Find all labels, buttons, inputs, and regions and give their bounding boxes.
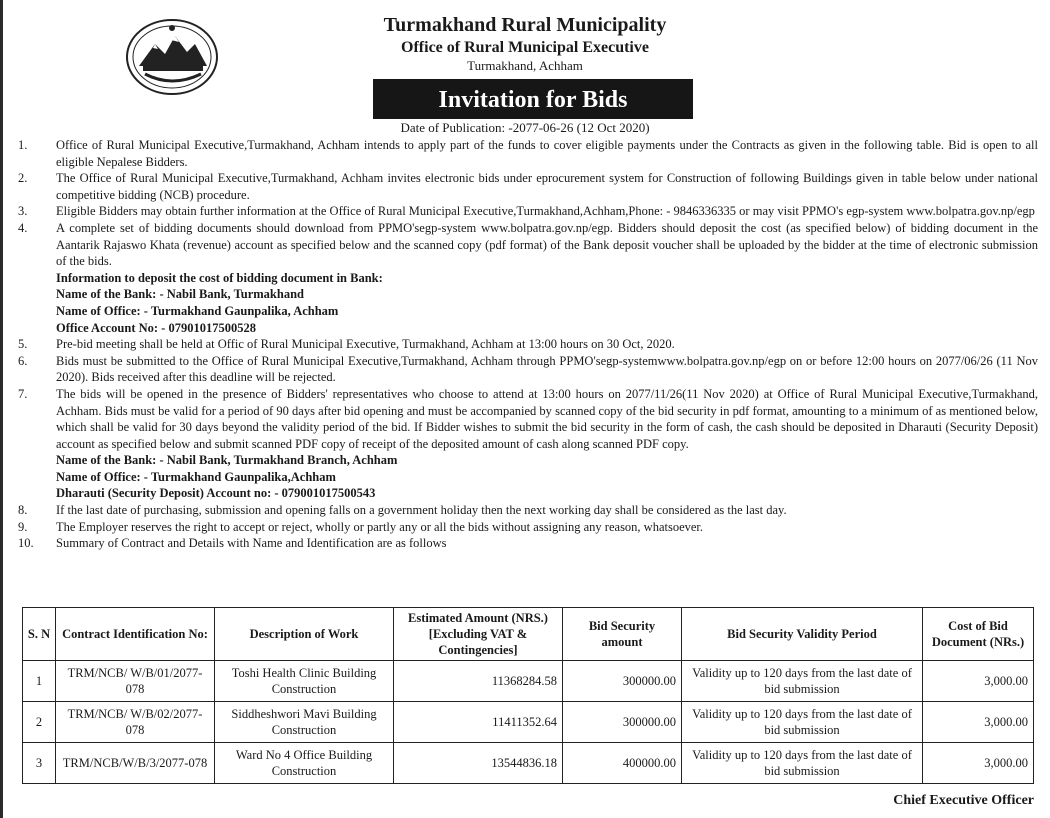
cell-description: Toshi Health Clinic Building Construction	[215, 661, 394, 702]
cell-sn: 1	[23, 661, 56, 702]
cell-bid-security: 400000.00	[563, 743, 682, 784]
table-row	[23, 702, 1034, 743]
cell-contract-id: TRM/NCB/ W/B/01/2077- 078	[56, 661, 215, 702]
item-number: 4.	[18, 220, 28, 235]
item-number: 1.	[18, 138, 28, 152]
table-header-row	[23, 608, 1034, 661]
list-item	[18, 336, 1038, 353]
item-text: Bids must be submitted to the Office of Rural Municipal Executive,Turmakhand, Achham through PPMO'segp-systemwww.bolpatra.gov.np/egp on or before 12:00 hours on 2077/06/26 (11 Nov 2020). Bids received after this deadline will be rejected.	[56, 353, 1038, 385]
cell-validity: Validity up to 120 days from the last date of bid submission	[682, 661, 923, 702]
cell-description: Siddheshwori Mavi Building Construction	[215, 702, 394, 743]
item-number: 2.	[18, 171, 28, 186]
item-text: Summary of Contract and Details with Name and Identification are as follows	[56, 536, 447, 551]
col-header-sn: S. N	[23, 608, 56, 661]
item-text: Office of Rural Municipal Executive,Turmakhand, Achham intends to apply part of the funds to cover eligible payments under the Contracts as given in the following table. Bid is open to all eligible Nepalese Bidders.	[56, 138, 1038, 169]
cell-bid-security: 300000.00	[563, 702, 682, 743]
cell-sn: 3	[23, 743, 56, 784]
col-header-bid-cost: Cost of Bid Document (NRs.)	[923, 608, 1034, 661]
item-number: 6.	[18, 353, 28, 368]
office-account: Office Account No: - 07901017500528	[56, 320, 256, 335]
office-name-line: Name of Office: - Turmakhand Gaunpalika, Achham	[56, 303, 339, 318]
deposit-account: Dharauti (Security Deposit) Account no: - 079001017500543	[56, 486, 376, 501]
item-number: 7.	[18, 386, 28, 401]
office-address: Turmakhand, Achham	[467, 58, 583, 73]
municipality-emblem-icon	[125, 18, 220, 96]
item-number: 5.	[18, 337, 28, 352]
cell-estimated-amount: 11411352.64	[394, 702, 563, 743]
publication-date: Date of Publication: -2077-06-26 (12 Oct 2020)	[400, 120, 650, 135]
item-text: The Employer reserves the right to accept or reject, wholly or partly any or all the bids without assigning any reason, whatsoever.	[56, 519, 704, 534]
signatory-title: Chief Executive Officer	[893, 793, 1034, 808]
table-row	[23, 743, 1034, 784]
office-name-line: Name of Office: - Turmakhand Gaunpalika,Achham	[56, 469, 336, 484]
notice-header	[0, 0, 1050, 140]
cell-contract-id: TRM/NCB/ W/B/02/2077- 078	[56, 702, 215, 743]
item-text: The bids will be opened in the presence of Bidders' representatives who choose to attend at 13:00 hours on 2077/11/26(11 Nov 2020) at Office of Rural Municipal Executive,Turmakhand, Achham. Bids must be valid for a period of 90 days after bid opening and must be accompanied by scanned copy of the bid security in pdf format, amounting to a minimum of as mentioned below, which shall be valid for 30 days beyond the validity period of the bid. If Bidder wishes to submit the bid security in the form of cash, the cash should be deposited in Dharauti (Security Deposit) account as specified below and submit scanned PDF copy of receipt of the deposited amount of cash along scanned PDF copy.	[56, 386, 1038, 451]
cell-validity: Validity up to 120 days from the last date of bid submission	[682, 743, 923, 784]
item-number: 8.	[18, 503, 28, 518]
cell-bid-cost: 3,000.00	[923, 702, 1034, 743]
item-number: 9.	[18, 519, 28, 534]
list-item	[18, 535, 1038, 552]
list-item	[18, 386, 1038, 452]
list-item	[18, 220, 1038, 270]
item-text: A complete set of bidding documents should download from PPMO'segp-system www.bolpatra.gov.np/egp. Bidders should deposit the cost (as specified below) of bidding document in the Aantarik Rajaswo Khata (revenue) account as specified below and the scanned copy (pdf format) of the Bank deposit voucher shall be uploaded by the bidder at the time of electronic submission of the bids.	[56, 220, 1038, 269]
cell-description: Ward No 4 Office Building Construction	[215, 743, 394, 784]
bank-name: Name of the Bank: - Nabil Bank, Turmakhand	[56, 287, 304, 302]
item-text: The Office of Rural Municipal Executive,Turmakhand, Achham invites electronic bids under eprocurement system for Construction of following Buildings given in table below under national competitive bidding (NCB) procedure.	[56, 171, 1038, 202]
cell-bid-cost: 3,000.00	[923, 661, 1034, 702]
col-header-validity: Bid Security Validity Period	[682, 608, 923, 661]
item-number: 10.	[18, 536, 34, 551]
office-name: Office of Rural Municipal Executive	[401, 39, 649, 56]
list-item	[18, 353, 1038, 386]
contract-summary-table	[22, 607, 1034, 784]
bank-info-heading: Information to deposit the cost of bidding document in Bank:	[56, 270, 383, 285]
list-item	[18, 203, 1038, 220]
list-item	[18, 502, 1038, 519]
cell-estimated-amount: 11368284.58	[394, 661, 563, 702]
bank-name: Name of the Bank: - Nabil Bank, Turmakhand Branch, Achham	[56, 453, 398, 468]
item-text: Pre-bid meeting shall be held at Offic of Rural Municipal Executive, Turmakhand, Achham at 13:00 hours on 30 Oct, 2020.	[56, 337, 675, 352]
cell-bid-security: 300000.00	[563, 661, 682, 702]
item-number: 3.	[18, 204, 28, 219]
cell-sn: 2	[23, 702, 56, 743]
col-header-contract-id: Contract Identification No:	[56, 608, 215, 661]
item-text: If the last date of purchasing, submission and opening falls on a government holiday then the next working day shall be considered as the last day.	[56, 503, 787, 518]
col-header-estimated-amount: Estimated Amount (NRS.) [Excluding VAT & Contingencies]	[394, 608, 563, 661]
list-item	[18, 519, 1038, 536]
list-item	[18, 137, 1038, 170]
notice-body	[18, 137, 1038, 552]
org-name: Turmakhand Rural Municipality	[383, 14, 667, 36]
item-text: Eligible Bidders may obtain further information at the Office of Rural Municipal Executive,Turmakhand,Achham,Phone: - 9846336335 or may visit PPMO's egp-system www.bolpatra.gov.np/egp	[56, 204, 1035, 219]
cell-validity: Validity up to 120 days from the last date of bid submission	[682, 702, 923, 743]
col-header-description: Description of Work	[215, 608, 394, 661]
table-row	[23, 661, 1034, 702]
cell-bid-cost: 3,000.00	[923, 743, 1034, 784]
cell-contract-id: TRM/NCB/W/B/3/2077-078	[56, 743, 215, 784]
notice-title: Invitation for Bids	[373, 79, 693, 119]
cell-estimated-amount: 13544836.18	[394, 743, 563, 784]
list-item	[18, 170, 1038, 203]
col-header-bid-security: Bid Security amount	[563, 608, 682, 661]
